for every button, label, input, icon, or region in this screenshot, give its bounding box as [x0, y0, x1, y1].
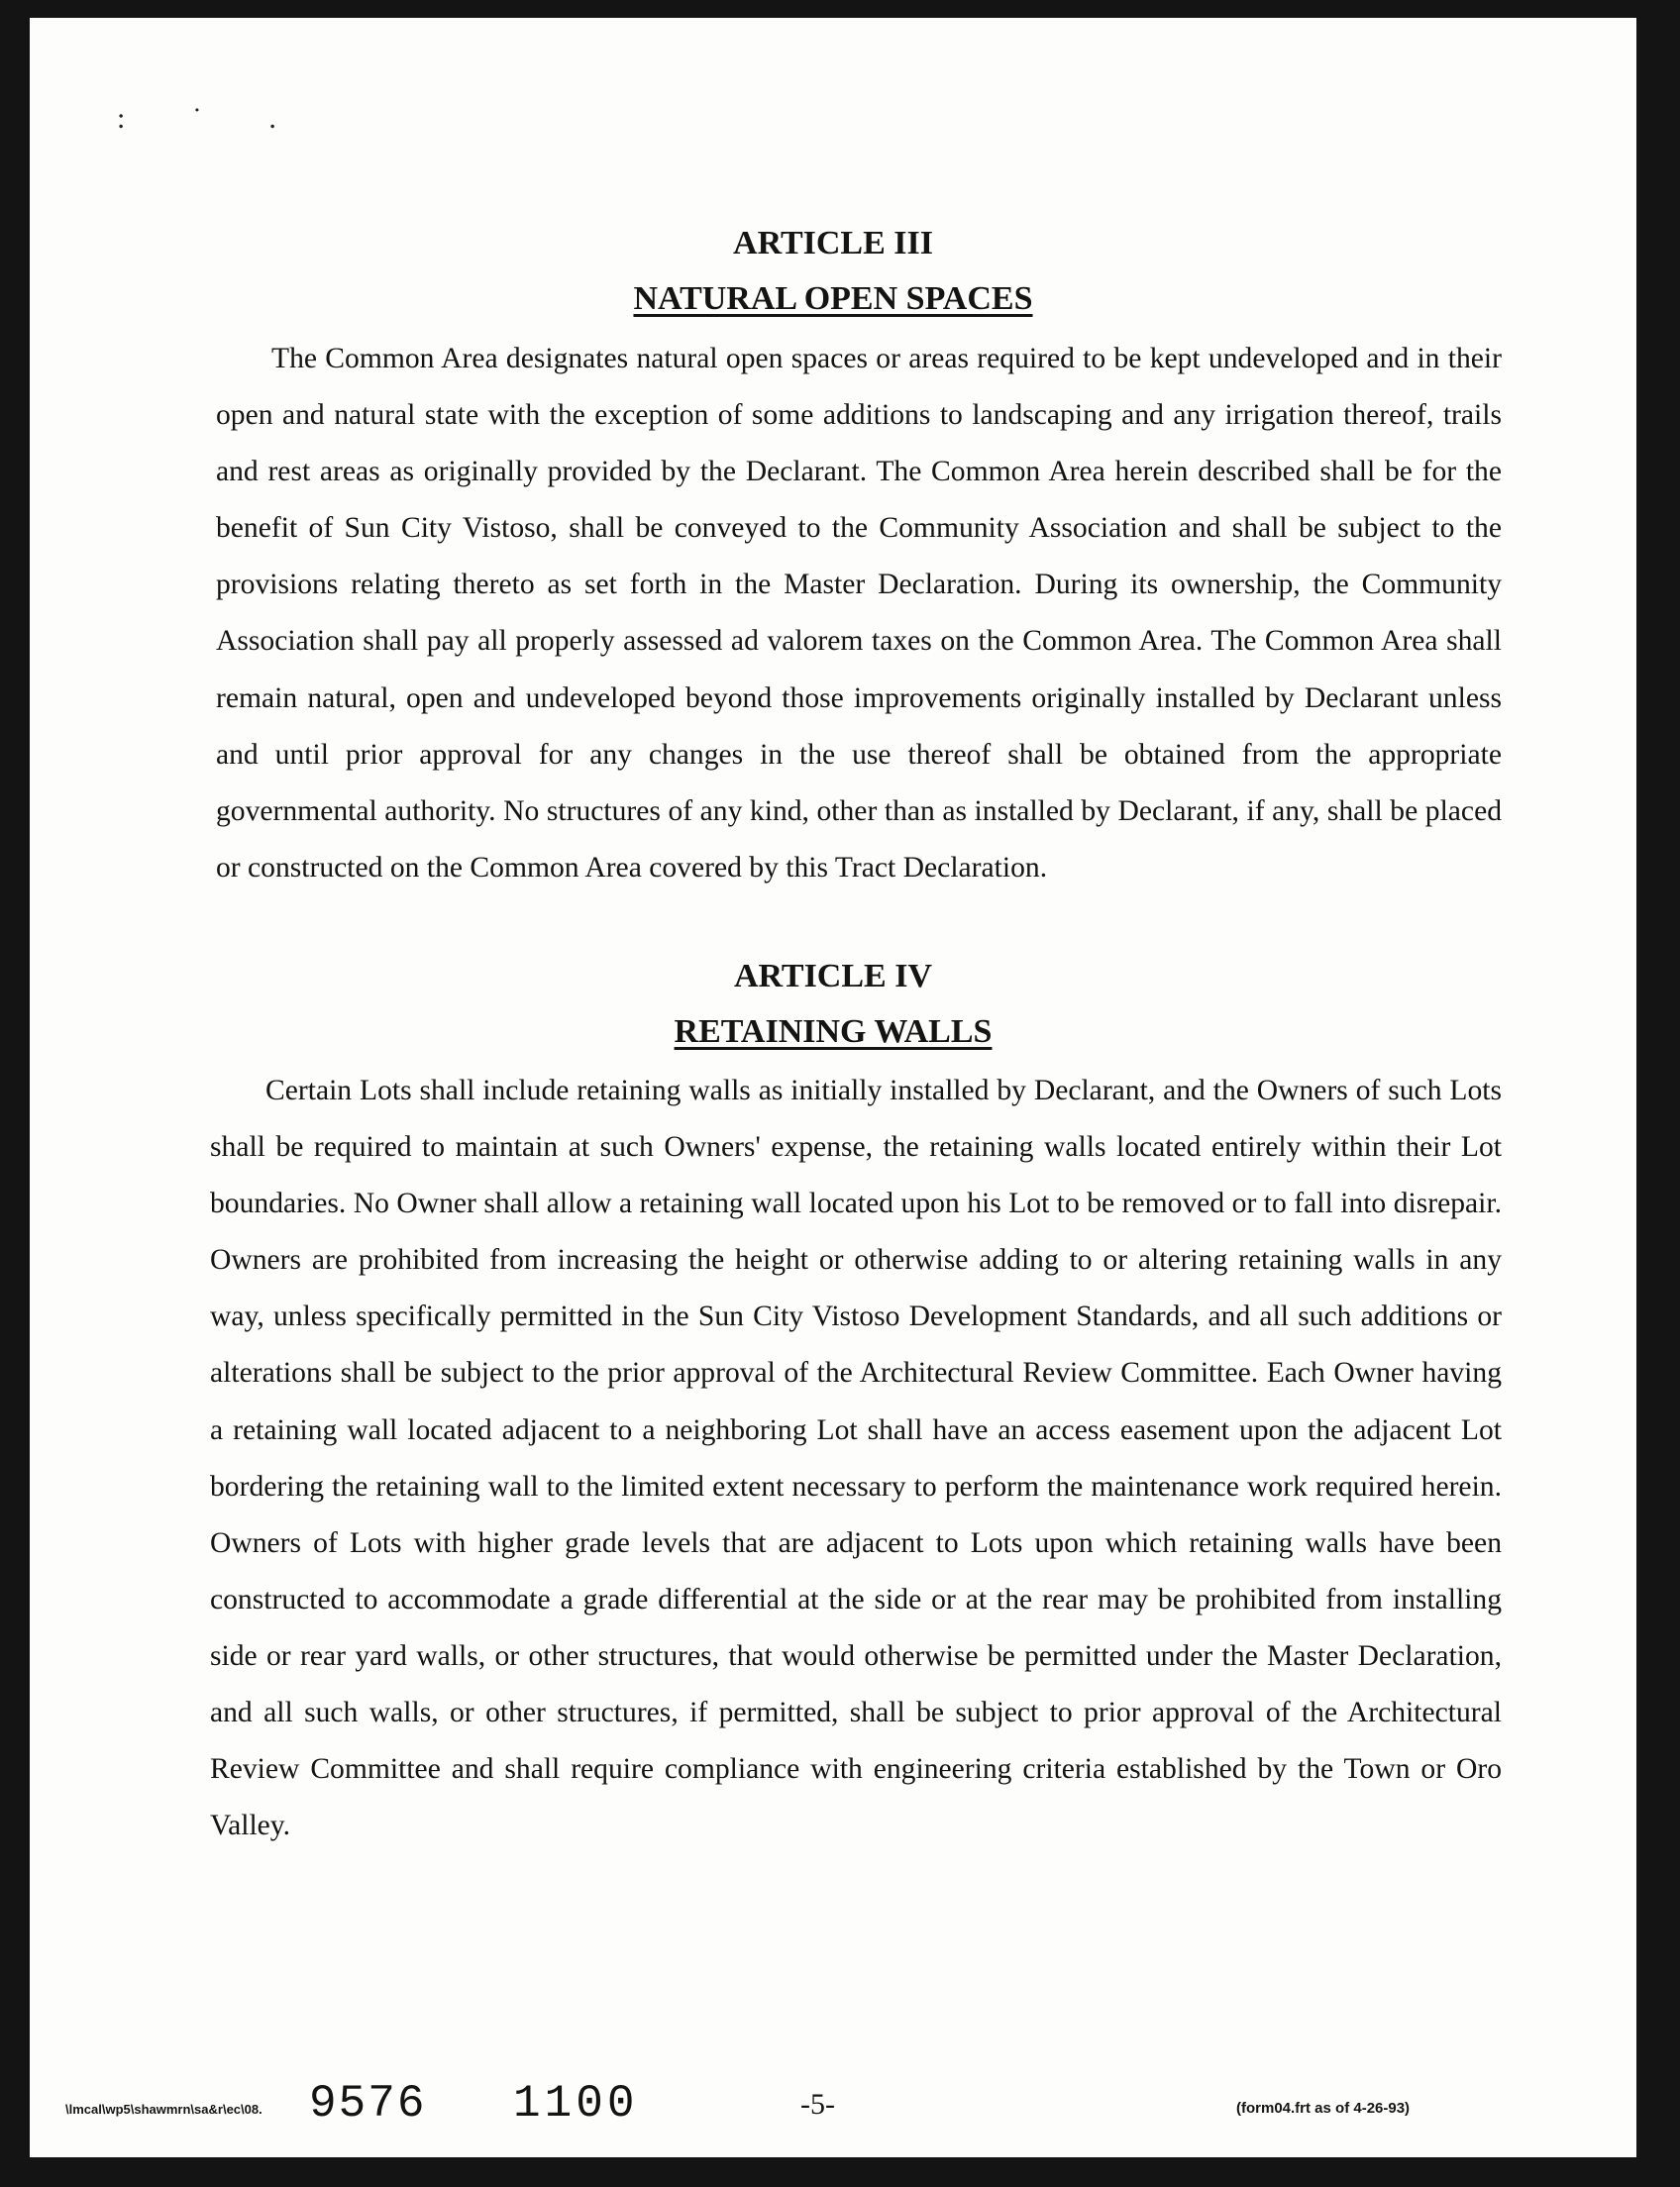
article-4-title: ARTICLE IV	[733, 958, 932, 994]
article-3-body: The Common Area designates natural open spaces or areas required to be kept undeveloped and in their open and natural state with the exception of some additions to landscaping and any irrigation thereof, trails and rest areas as originally provided by the Declarant. The Common Area herein described shall be for the benefit of Sun City Vistoso, shall be conveyed to the Community Association and shall be subject to the provisions relating thereto as set forth in the Master Declaration. During its ownership, the Community Association shall pay all properly assessed ad valorem taxes on the Common Area. The Common Area shall remain natural, open and undeveloped beyond those improvements originally installed by Declarant unless and until prior approval for any changes in the use thereof shall be obtained from the appropriate governmental authority. No structures of any kind, other than as installed by Declarant, if any, shall be placed or constructed on the Common Area covered by this Tract Declaration.	[216, 343, 1502, 884]
document-page	[30, 18, 1636, 2157]
footer-page-reference: 1100	[513, 2078, 639, 2130]
footer-page-number: -5-	[800, 2088, 835, 2121]
article-3-title: ARTICLE III	[733, 225, 933, 261]
article-4-body: Certain Lots shall include retaining walls as initially installed by Declarant, and the Owners of such Lots shall be required to maintain at such Owners' expense, the retaining walls located entirely within their Lot boundaries. No Owner shall allow a retaining wall located upon his Lot to be removed or to fall into disrepair. Owners are prohibited from increasing the height or otherwise adding to or altering retaining walls in any way, unless specifically permitted in the Sun City Vistoso Development Standards, and all such additions or alterations shall be subject to the prior approval of the Architectural Review Committee. Each Owner having a retaining wall located adjacent to a neighboring Lot shall have an access easement upon the adjacent Lot bordering the retaining wall to the limited extent necessary to perform the maintenance work required herein. Owners of Lots with higher grade levels that are adjacent to Lots upon which retaining walls have been constructed to accommodate a grade differential at the side or at the rear may be prohibited from installing side or rear yard walls, or other structures, that would otherwise be permitted under the Master Declaration, and all such walls, or other structures, if permitted, shall be subject to prior approval of the Architectural Review Committee and shall require compliance with engineering criteria established by the Town or Oro Valley.	[210, 1075, 1502, 1842]
scan-marks: : ˙ .	[117, 102, 306, 135]
article-4-subtitle: RETAINING WALLS	[674, 1013, 993, 1050]
footer-docket-number: 9576	[309, 2078, 427, 2130]
footer-file-path: \lmcal\wp5\shawmrn\sa&r\ec\08.	[65, 2102, 262, 2117]
article-3-subtitle: NATURAL OPEN SPACES	[633, 280, 1033, 317]
footer-form-id: (form04.frt as of 4-26-93)	[1236, 2100, 1411, 2117]
